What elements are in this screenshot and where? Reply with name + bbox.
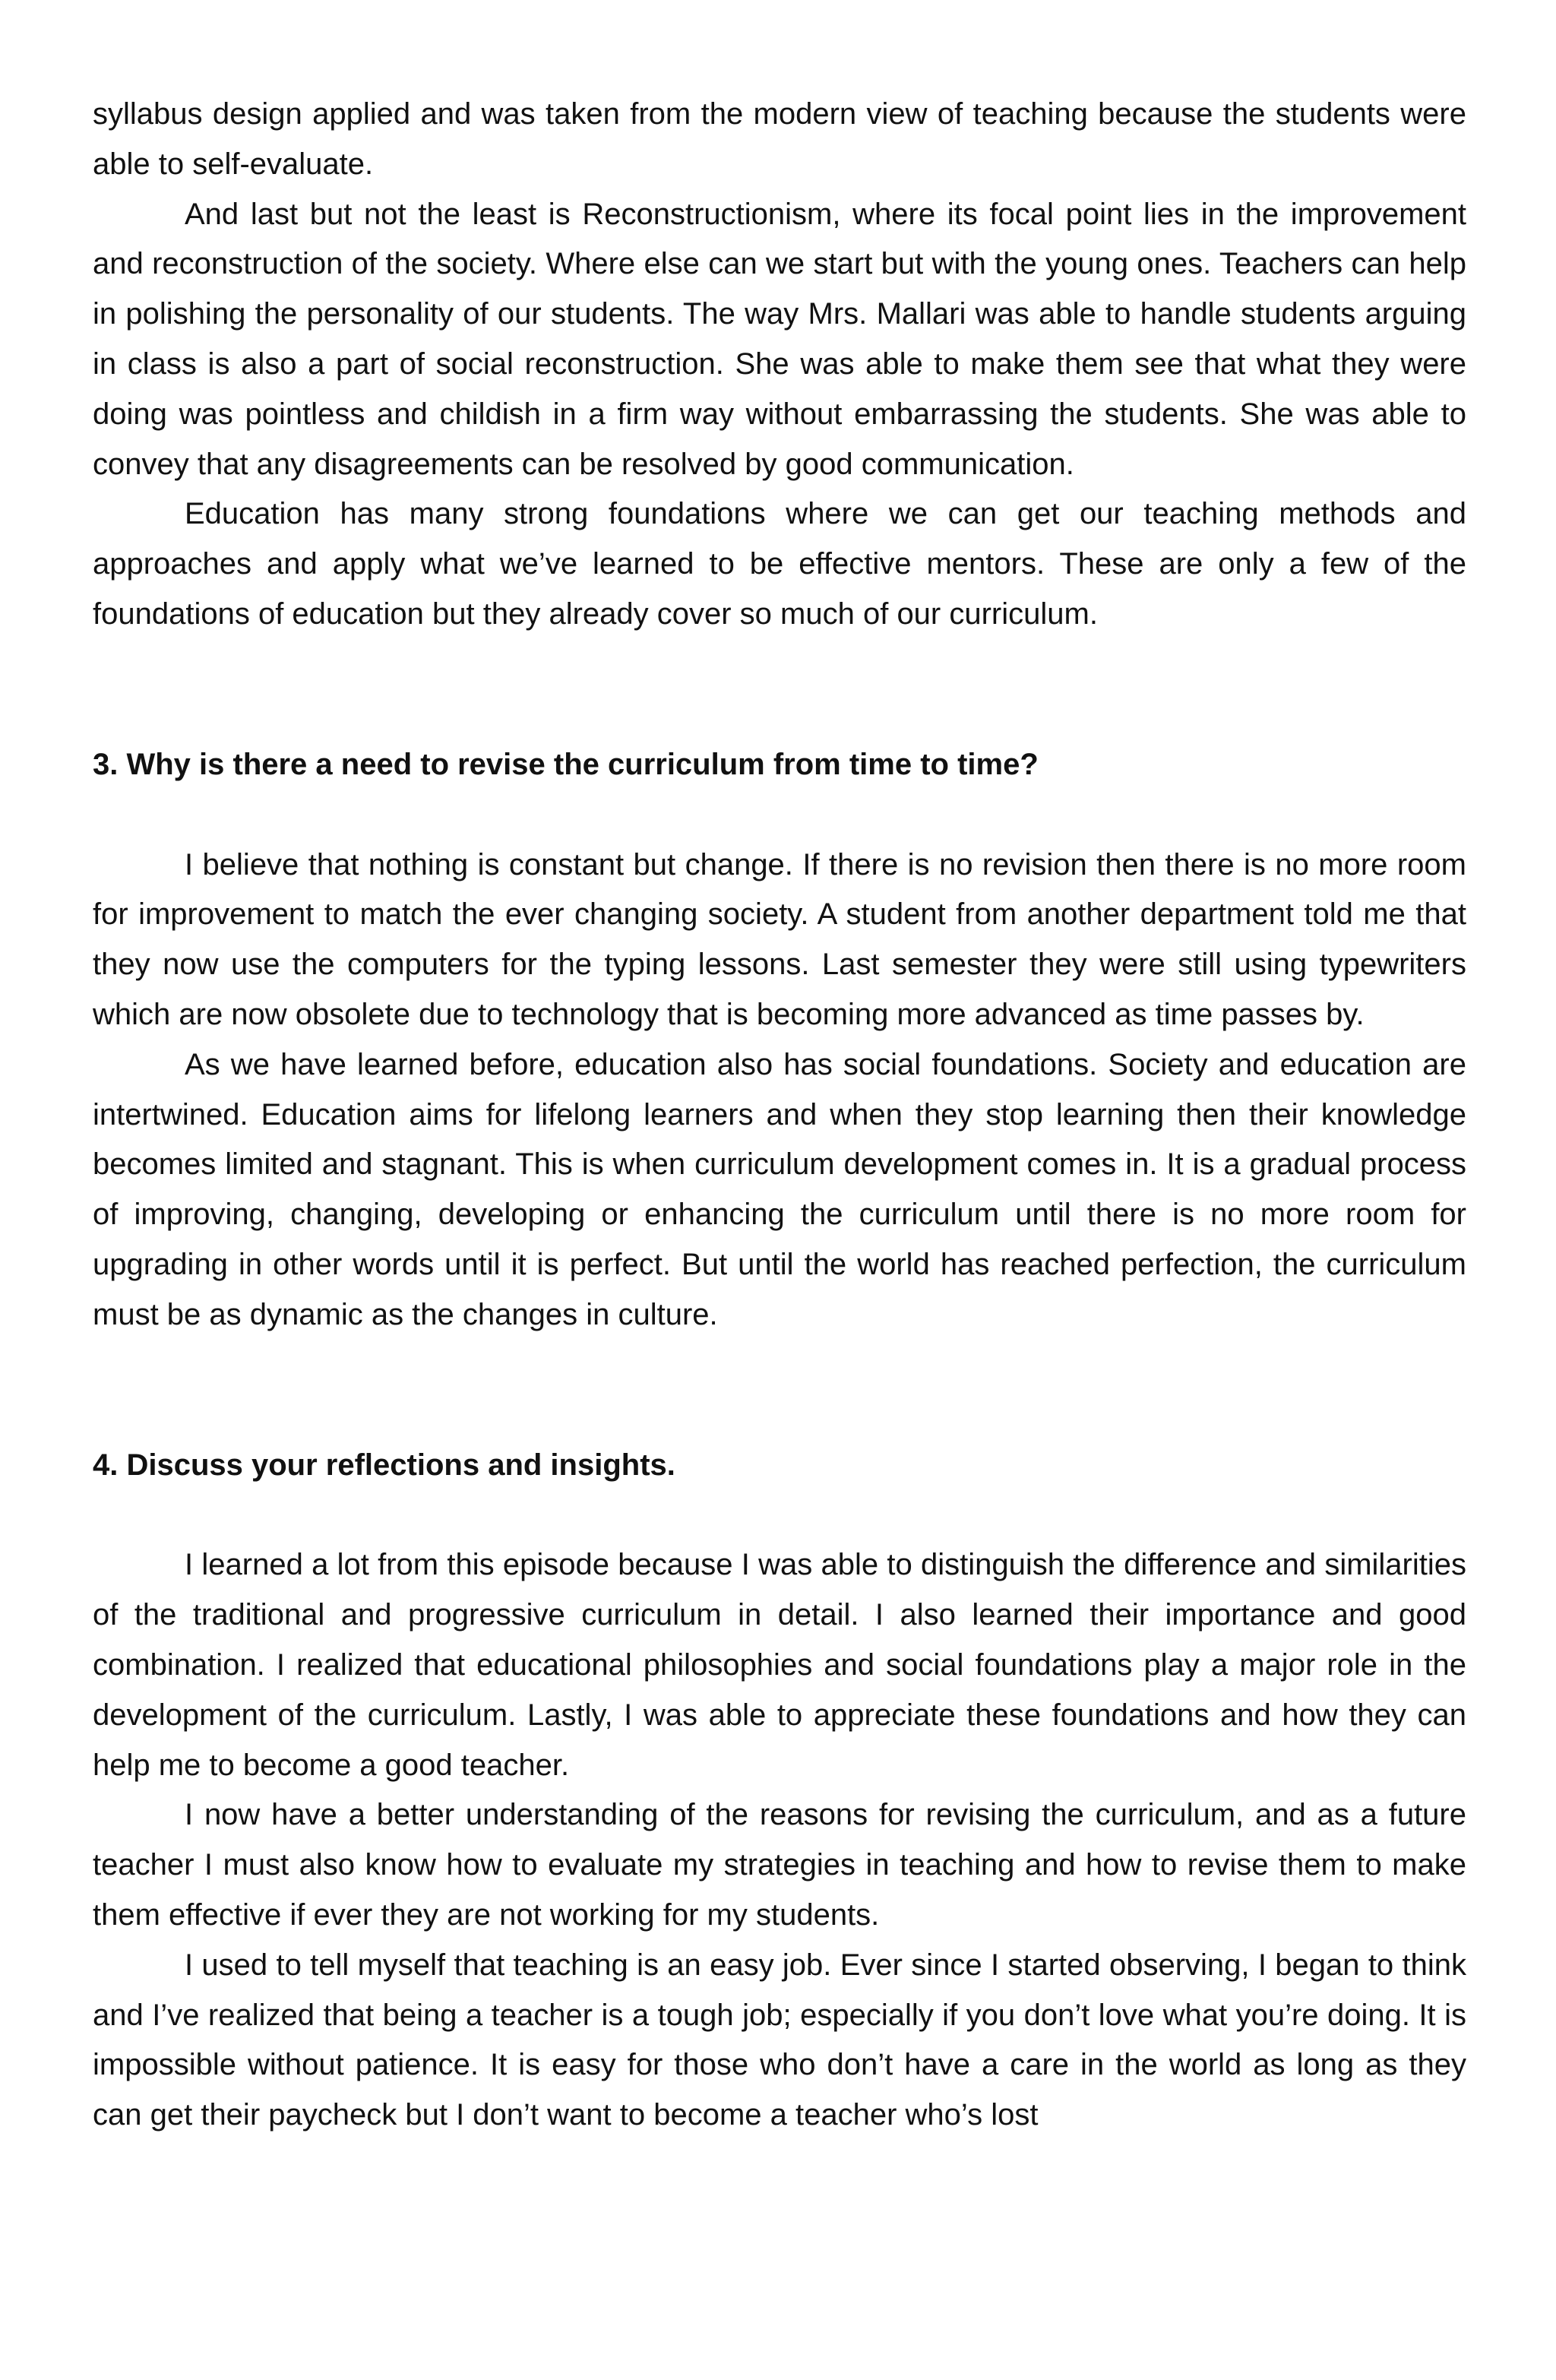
paragraph-continued: syllabus design applied and was taken from the modern view of teaching because the students were able to self-evaluate.: [93, 97, 1466, 181]
section-heading-4: 4. Discuss your reflections and insights.: [93, 1448, 675, 1482]
paragraph-teaching-tough: I used to tell myself that teaching is an easy job. Ever since I started observing, I began to think and I’ve realized that being a teacher is a tough job; especially if you don’t love what you’re doing. It is impossible without patience. It is easy for those who don’t have a care in the world as long as they can get their paycheck but I don’t want to become a teacher who’s lost: [93, 1948, 1466, 2132]
paragraph-revising: I now have a better understanding of the reasons for revising the curriculum, and as a future teacher I must also know how to evaluate my strategies in teaching and how to revise them to make them effective if ever they are not working for my students.: [93, 1798, 1466, 1932]
section-spacer: [93, 640, 1466, 740]
section-heading-3: 3. Why is there a need to revise the curriculum from time to time?: [93, 747, 1039, 781]
paragraph-foundations: Education has many strong foundations where we can get our teaching methods and approaches and apply what we’ve learned to be effective mentors. These are only a few of the foundations of education but they already cover so much of our curriculum.: [93, 497, 1466, 631]
document-page: [93, 90, 1466, 2141]
section-spacer: [93, 1340, 1466, 1441]
paragraph-change: I believe that nothing is constant but change. If there is no revision then there is no more room for improvement to match the ever changing society. A student from another department told me that they now use the computers for the typing lessons. Last semester they were still using typewriters which are now obsolete due to technology that is becoming more advanced as time passes by.: [93, 847, 1466, 1031]
heading-spacer: [93, 1490, 1466, 1540]
heading-spacer: [93, 790, 1466, 840]
paragraph-reconstructionism: And last but not the least is Reconstructionism, where its focal point lies in the improvement and reconstruction of the society. Where else can we start but with the young ones. Teachers can help in polishing the personality of our students. The way Mrs. Mallari was able to handle students arguing in class is also a part of social reconstruction. She was able to make them see that what they were doing was pointless and childish in a firm way without embarrassing the students. She was able to convey that any disagreements can be resolved by good communication.: [93, 197, 1466, 481]
paragraph-social-foundations: As we have learned before, education also has social foundations. Society and education are intertwined. Education aims for lifelong learners and when they stop learning then their knowledge becomes limited and stagnant. This is when curriculum development comes in. It is a gradual process of improving, changing, developing or enhancing the curriculum until there is no more room for upgrading in other words until it is perfect. But until the world has reached perfection, the curriculum must be as dynamic as the changes in culture.: [93, 1047, 1466, 1331]
paragraph-learned: I learned a lot from this episode because I was able to distinguish the difference and similarities of the traditional and progressive curriculum in detail. I also learned their importance and good combination. I realized that educational philosophies and social foundations play a major role in the development of the curriculum. Lastly, I was able to appreciate these foundations and how they can help me to become a good teacher.: [93, 1548, 1466, 1782]
